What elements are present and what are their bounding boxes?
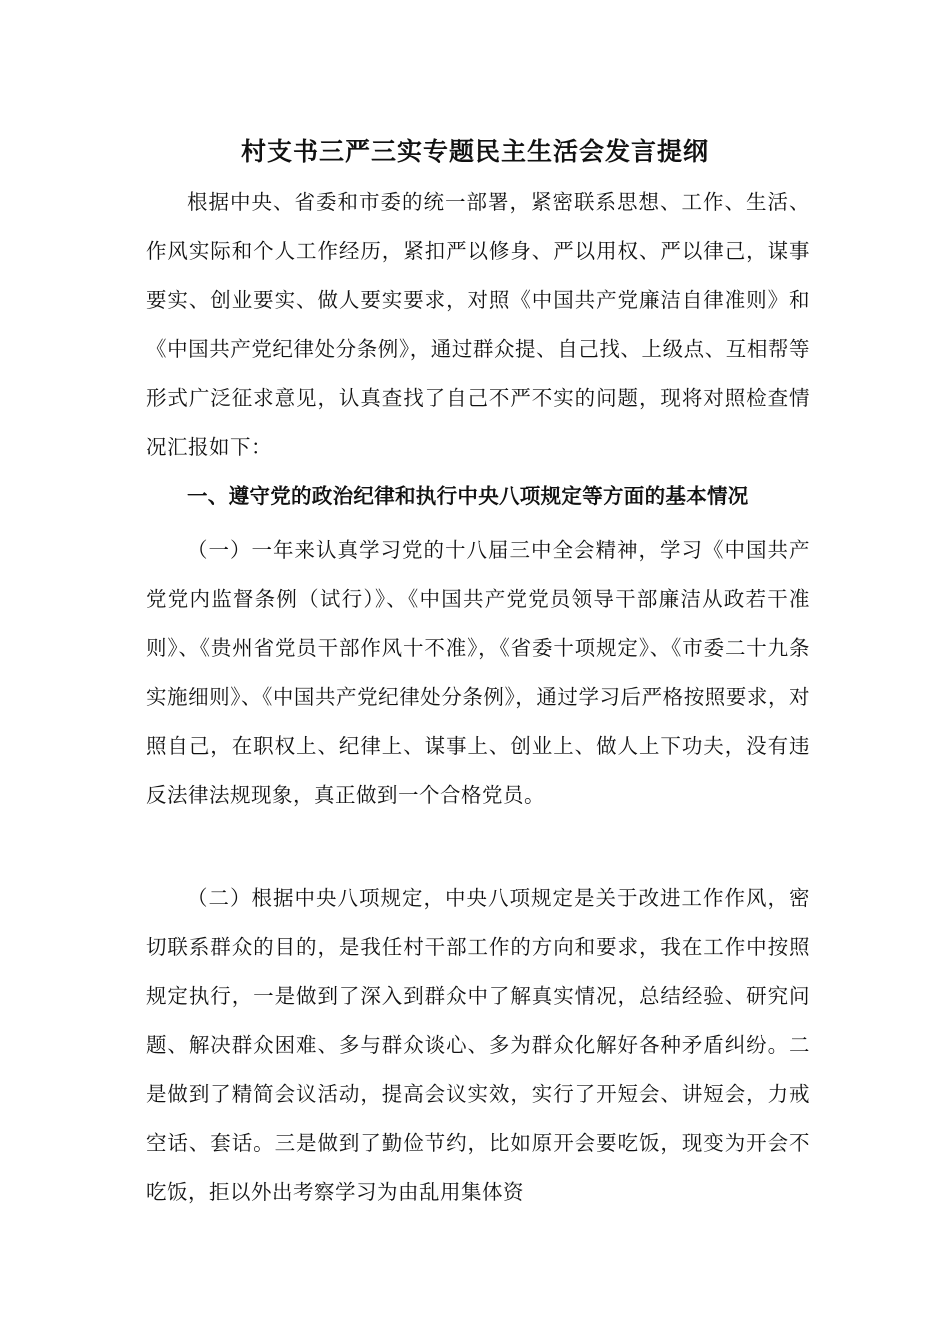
subsection-paragraph-2: （二）根据中央八项规定，中央八项规定是关于改进工作作风，密切联系群众的目的，是我任村干部工作的方向和要求，我在工作中按照规定执行，一是做到了深入到群众中了解真实情况，总结经验、研究问题、解决群众困难、多与群众谈心、多为群众化解好各种矛盾纠纷。二是做到了精简会议活动，提高会议实效，实行了开短会、讲短会，力戒空话、套话。三是做到了勤俭节约，比如原开会要吃饭，现变为开会不吃饭，拒以外出考察学习为由乱用集体资: [146, 886, 810, 1204]
section-heading: 一、遵守党的政治纪律和执行中央八项规定等方面的基本情况: [187, 484, 749, 508]
intro-paragraph: 根据中央、省委和市委的统一部署，紧密联系思想、工作、生活、作风实际和个人工作经历，紧扣严以修身、严以用权、严以律己，谋事要实、创业要实、做人要实要求，对照《中国共产党廉洁自律准则》和《中国共产党纪律处分条例》，通过群众提、自己找、上级点、互相帮等形式广泛征求意见，认真查找了自己不严不实的问题，现将对照检查情况汇报如下：: [146, 190, 810, 459]
subsection-paragraph-1: （一）一年来认真学习党的十八届三中全会精神，学习《中国共产党党内监督条例（试行）》、《中国共产党党员领导干部廉洁从政若干准则》、《贵州省党员干部作风十不准》，《省委十项规定》、《市委二十九条实施细则》、《中国共产党纪律处分条例》，通过学习后严格按照要求，对照自己，在职权上、纪律上、谋事上、创业上、做人上下功夫，没有违反法律法规现象，真正做到一个合格党员。: [146, 538, 810, 807]
document-title: 村支书三严三实专题民主生活会发言提纲: [240, 137, 709, 166]
